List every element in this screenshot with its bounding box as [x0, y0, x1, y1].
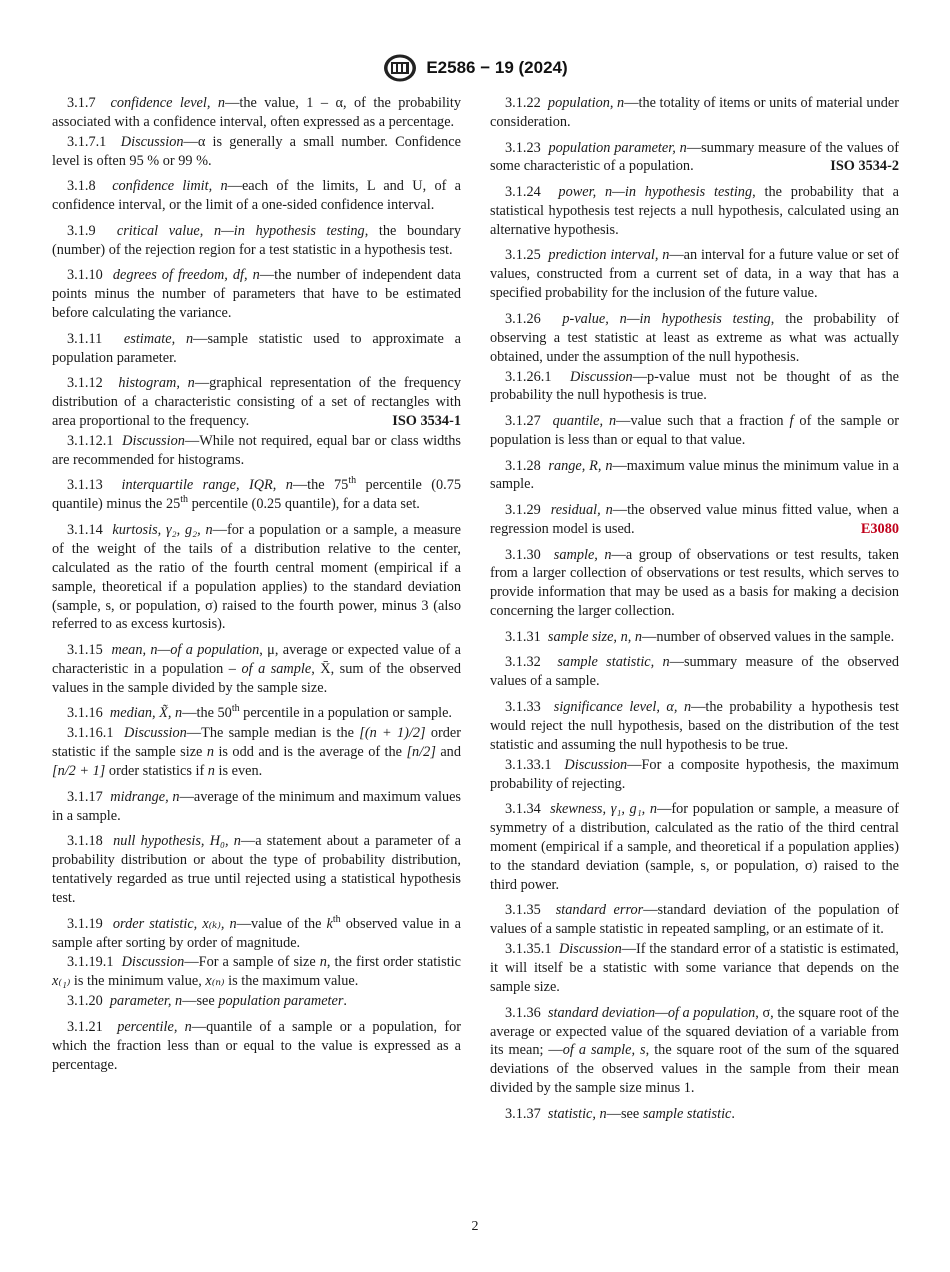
term: range, R, n [548, 457, 613, 474]
term: of a sample, s [562, 1042, 646, 1059]
definition-text: —p-value must not be thought of as the probability the null hypothesis is true. [490, 368, 899, 404]
section-number: 3.1.35 [505, 902, 541, 919]
definition-3-1-34 [490, 800, 899, 895]
section-number: 3.1.30 [505, 546, 541, 563]
definition-text: —the 75 [292, 477, 349, 494]
definition-text: —The sample median is the [186, 725, 360, 742]
definition-text: , σ, the square root of the average or expected value of the squared deviation of a variable from its mean; — [490, 1004, 899, 1059]
document-designation: E2586 − 19 (2024) [426, 58, 568, 77]
italic-text: x₍₁₎ [52, 973, 71, 990]
term: population parameter, n [548, 139, 687, 156]
term: sample size, n, n [547, 628, 643, 645]
definition-text: —a statement about a parameter of a probability distribution or about the type of probability distribution, tentatively regarded as true until rejected using a statistical hypothesis test. [52, 833, 461, 906]
definition-text: . [731, 1105, 735, 1122]
section-number: 3.1.12.1 [67, 432, 114, 449]
term: median, X̃, n [109, 705, 183, 722]
definition-text: —the totality of items or units of material under consideration. [490, 95, 899, 130]
source-reference: ISO 3534-1 [392, 413, 461, 430]
section-number: 3.1.27 [505, 413, 541, 430]
term: statistic, n [547, 1105, 607, 1122]
term: Discussion [569, 368, 633, 385]
section-number: 3.1.18 [67, 833, 103, 850]
section-number: 3.1.37 [505, 1105, 541, 1122]
definition-text: —see [182, 993, 219, 1010]
definition-text: is even. [214, 763, 263, 780]
definition-text: , the square root of the sum of the squared deviations of the observed values in the sample from their mean divided by the sample size minus 1. [490, 1042, 899, 1097]
definition-3-1-10 [52, 266, 461, 323]
definition-3-1-15 [52, 641, 461, 698]
definition-3-1-26-1 [490, 368, 899, 406]
term: estimate, n [123, 330, 194, 347]
definition-text: —value such that a fraction [616, 413, 790, 430]
section-number: 3.1.26.1 [505, 368, 552, 385]
definition-3-1-18 [52, 832, 461, 908]
term: prediction interval, n [548, 247, 670, 264]
term: standard deviation—of a population [547, 1004, 756, 1021]
italic-text: n [207, 763, 215, 780]
definition-3-1-7-1 [52, 133, 461, 171]
page-header [0, 52, 950, 84]
definition-3-1-27 [490, 412, 899, 450]
section-number: 3.1.21 [67, 1018, 103, 1035]
definition-3-1-19-1 [52, 953, 461, 991]
term: p-value, n—in hypothesis testing [562, 310, 771, 327]
standard-reference-link[interactable]: E3080 [860, 520, 899, 537]
definition-text: —for population or sample, a measure of symmetry of a distribution, calculated as the ratio of the third central moment (empirical if a sample, and theoretical if a population applies) to the standard deviation (sample, s, or population, σ) raised to the third power. [490, 801, 899, 893]
astm-logo [382, 53, 418, 83]
definition-3-1-35 [490, 901, 899, 939]
term: mean, n—of a population [111, 642, 260, 659]
term: order statistic, x₍ₖ₎, n [112, 915, 237, 932]
definition-3-1-12-1 [52, 432, 461, 470]
italic-text: f [789, 413, 794, 430]
definition-3-1-31 [490, 628, 899, 647]
term: histogram, n [118, 375, 195, 392]
definition-3-1-25 [490, 246, 899, 303]
definition-text: is odd and is the average of the [214, 744, 407, 761]
section-number: 3.1.22 [505, 95, 541, 111]
section-number: 3.1.24 [505, 184, 541, 200]
definition-text: —an interval for a future value or set of values, constructed from a current set of data, in a way that has a specified probability for the inclusion of the future value. [490, 247, 899, 302]
definition-text: —a group of observations or test results, taken from a larger collection of observations or test results, which serves to provide information that may be used as a basis for making a decision concerning the larger collection. [490, 546, 899, 620]
term: midrange, n [110, 788, 180, 805]
definition-text: percentile in a population or sample. [239, 705, 453, 722]
section-number: 3.1.7 [67, 95, 96, 111]
term: Discussion [121, 954, 185, 971]
definition-text: , the probability of observing a test statistic at least as extreme as what was actually obtained, under the assumption of the null hypothesis. [490, 310, 899, 365]
term: parameter, n [109, 993, 183, 1010]
definition-text: —If the standard error of a statistic is estimated, it will itself be a statistic with some variance that depends on the sample size. [490, 941, 900, 995]
definition-text: —average of the minimum and maximum values in a sample. [52, 788, 461, 824]
italic-text: population parameter [218, 993, 344, 1010]
definition-text: percentile (0.25 quantile), for a data set. [188, 496, 420, 513]
term: confidence level, n [110, 95, 226, 111]
section-number: 3.1.33.1 [505, 756, 552, 773]
italic-text: [(n + 1)/2] [359, 725, 426, 742]
definition-3-1-24 [490, 183, 899, 240]
definition-text: order statistics if [105, 763, 208, 780]
term: Discussion [120, 133, 184, 150]
definition-text: —the value, 1 – α, of the probability associated with a confidence interval, often expressed as a percentage. [52, 95, 462, 130]
section-number: 3.1.20 [67, 993, 103, 1010]
italic-text: sample statistic [642, 1105, 732, 1122]
definition-3-1-16-1 [52, 724, 461, 781]
term: critical value, n—in hypothesis testing [116, 222, 365, 239]
definition-text: —the observed value minus fitted value, when a regression model is used. [490, 502, 899, 537]
definition-3-1-19 [52, 915, 461, 953]
section-number: 3.1.16 [67, 705, 103, 722]
definition-text: —see [606, 1105, 643, 1122]
definition-text: , the probability that a statistical hypothesis test rejects a null hypothesis, calculated using an alternative hypothesis. [490, 184, 899, 238]
term: power, n—in hypothesis testing [558, 184, 753, 200]
definition-3-1-14 [52, 521, 461, 634]
term: confidence limit, n [112, 178, 228, 195]
definition-text: —While not required, equal bar or class widths are recommended for histograms. [52, 432, 461, 468]
definition-text: —α is generally a small number. Confidence level is often 95 % or 99 %. [52, 133, 461, 169]
definition-3-1-37 [490, 1105, 899, 1124]
section-number: 3.1.9 [67, 222, 96, 239]
definition-3-1-32 [490, 653, 899, 691]
definition-text: —graphical representation of the frequency distribution of a characteristic consisting of a set of rectangles with area proportional to the frequency. [52, 375, 461, 430]
definition-3-1-7 [52, 94, 461, 132]
term: residual, n [550, 502, 613, 519]
definition-3-1-9 [52, 222, 461, 260]
section-number: 3.1.32 [505, 654, 541, 671]
definition-text: of the sample or population is less than or equal to that value. [490, 413, 900, 448]
definition-text: —value of the [236, 915, 327, 932]
section-number: 3.1.35.1 [505, 941, 552, 958]
definition-text: —sample statistic used to approximate a population parameter. [52, 330, 461, 366]
section-number: 3.1.34 [505, 801, 541, 818]
definition-3-1-28 [490, 457, 899, 495]
section-number: 3.1.8 [67, 178, 96, 195]
term: sample statistic, n [557, 654, 670, 671]
definition-text: —number of observed values in the sample. [642, 628, 895, 645]
definition-text: , the first order statistic [326, 954, 461, 971]
left-column [52, 94, 461, 1081]
term: degrees of freedom, df, n [112, 267, 260, 284]
italic-text: k [326, 915, 333, 932]
definition-3-1-8 [52, 177, 461, 215]
section-number: 3.1.26 [505, 310, 541, 327]
section-number: 3.1.16.1 [67, 725, 114, 742]
term: of a sample [241, 660, 312, 677]
definition-text: —quantile of a sample or a population, for which the fraction less than or equal to the value is expressed as a percentage. [52, 1018, 462, 1073]
italic-text: x₍ₙ₎ [205, 973, 225, 990]
term: sample, n [553, 546, 612, 563]
definition-text: —maximum value minus the minimum value in a sample. [490, 457, 899, 493]
section-number: 3.1.28 [505, 457, 541, 474]
section-number: 3.1.17 [67, 788, 103, 805]
definition-3-1-23 [490, 139, 899, 177]
section-number: 3.1.19 [67, 915, 103, 932]
definition-3-1-12 [52, 374, 461, 431]
definition-text: , μ, average or expected value of a characteristic in a population – [52, 642, 461, 677]
italic-text: n [319, 954, 327, 971]
definition-3-1-33 [490, 698, 899, 755]
section-number: 3.1.15 [67, 642, 103, 659]
definition-3-1-11 [52, 330, 461, 368]
source-reference: ISO 3534-2 [830, 158, 899, 175]
definition-text: , X̄, sum of the observed values in the sample divided by the sample size. [52, 660, 461, 696]
term: skewness, γ₁, g₁, n [550, 801, 658, 818]
section-number: 3.1.12 [67, 375, 103, 392]
term: null hypothesis, H₀, n [113, 833, 241, 850]
section-number: 3.1.36 [505, 1004, 541, 1021]
term: Discussion [564, 756, 628, 773]
definition-3-1-16 [52, 704, 461, 723]
definition-3-1-33-1 [490, 756, 899, 794]
definition-text: —summary measure of the values of some characteristic of a population. [490, 139, 899, 175]
definition-text: —For a composite hypothesis, the maximum probability of rejecting. [490, 756, 899, 792]
definition-text: and [435, 744, 461, 761]
definition-3-1-26 [490, 310, 899, 367]
definition-3-1-29 [490, 501, 899, 539]
term: Discussion [124, 725, 187, 742]
section-number: 3.1.7.1 [67, 133, 107, 150]
section-number: 3.1.29 [505, 502, 541, 519]
term: kurtosis, γ₂, g₂, n [112, 521, 213, 538]
section-number: 3.1.31 [505, 628, 541, 645]
term: population, n [547, 95, 625, 111]
definition-text: —each of the limits, L and U, of a confidence interval, or the limit of a one-sided confidence interval. [52, 178, 461, 214]
section-number: 3.1.19.1 [67, 954, 114, 971]
definition-3-1-20 [52, 992, 461, 1011]
definition-text: —standard deviation of the population of values of a sample statistic in repeated sampling, or an estimate of it. [490, 902, 899, 938]
definition-3-1-35-1 [490, 940, 899, 997]
definition-text: percentile (0.75 quantile) minus the 25 [52, 477, 462, 513]
definition-text: , the boundary (number) of the rejection region for a test statistic in a hypothesis test. [52, 222, 461, 258]
definition-3-1-30 [490, 546, 899, 622]
term: percentile, n [117, 1018, 192, 1035]
definition-3-1-22 [490, 94, 899, 132]
definition-text: is the minimum value, [70, 973, 206, 990]
section-number: 3.1.14 [67, 521, 103, 538]
definition-text: —for a population or a sample, a measure of the weight of the tails of a distribution relative to the center, calculated as the ratio of the fourth central moment (empirical if a sample, theoretical if a population applies) to the standard deviation (sample, s, or population, σ) raised to the fourth power, minus 3 (also referred to as excess kurtosis). [52, 521, 461, 633]
section-number: 3.1.10 [67, 267, 103, 284]
section-number: 3.1.13 [67, 477, 103, 494]
section-number: 3.1.23 [505, 139, 541, 156]
term: significance level, α, n [553, 698, 692, 715]
definition-3-1-13 [52, 476, 461, 514]
superscript: th [231, 703, 240, 715]
superscript: th [348, 475, 357, 487]
definition-text: observed value in a sample after sorting by order of magnitude. [52, 915, 461, 951]
section-number: 3.1.33 [505, 698, 541, 715]
definition-text: —summary measure of the observed values of a sample. [490, 654, 899, 690]
term: standard error [555, 902, 644, 919]
right-column [490, 94, 899, 1130]
definition-text: . [343, 993, 347, 1010]
definition-text: is the maximum value. [224, 973, 359, 990]
italic-text: [n/2 + 1] [52, 763, 106, 780]
superscript: th [180, 494, 189, 506]
term: quantile, n [552, 413, 617, 430]
page-number: 2 [471, 1219, 479, 1234]
definition-3-1-17 [52, 788, 461, 826]
italic-text: n [206, 744, 214, 761]
definition-3-1-36 [490, 1004, 899, 1099]
term: Discussion [558, 941, 622, 958]
definition-text: —the number of independent data points minus the number of parameters that have to be estimated before calculating the variance. [52, 267, 461, 322]
section-number: 3.1.11 [67, 330, 103, 347]
definition-text: —the 50 [182, 705, 232, 722]
definition-text: —For a sample of size [184, 954, 320, 971]
italic-text: [n/2] [406, 744, 436, 761]
definition-text: order statistic if the sample size [52, 725, 461, 761]
term: Discussion [122, 432, 185, 449]
superscript: th [332, 913, 341, 925]
section-number: 3.1.25 [505, 247, 541, 264]
definition-3-1-21 [52, 1018, 461, 1075]
definition-text: —the probability a hypothesis test would reject the null hypothesis, based on the distribution of the test statistic and assuming the null hypothesis to be true. [490, 698, 899, 753]
term: interquartile range, IQR, n [121, 477, 293, 494]
